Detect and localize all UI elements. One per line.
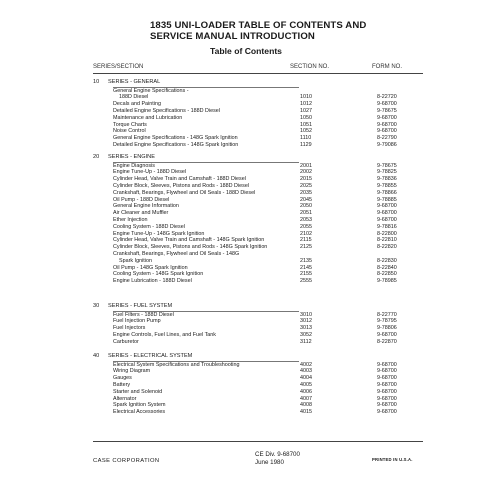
toc-row-section: 2555: [300, 278, 312, 285]
toc-row-label: Battery: [113, 381, 131, 388]
toc-row-label: Cylinder Block, Sleeves, Pistons and Rods - 148G Spark Ignition: [113, 244, 268, 251]
toc-row-section: 1010: [300, 94, 312, 101]
toc-row-section: 2115: [300, 237, 312, 244]
group-number: 30: [93, 303, 100, 309]
toc-row-label: General Engine Information: [113, 203, 179, 210]
toc-row-section: 2145: [300, 264, 312, 271]
group-number: 40: [93, 353, 100, 359]
toc-row-label: Carburetor: [113, 338, 139, 345]
toc-row-form: 9-78816: [377, 223, 397, 230]
column-header-series: SERIES/SECTION: [93, 64, 144, 70]
group-heading: [93, 154, 155, 160]
toc-row-form: 9-79086: [377, 141, 397, 148]
toc-row-form: 9-68700: [377, 368, 397, 375]
toc-row-form: 8-22790: [377, 135, 397, 142]
toc-row-form: 8-22800: [377, 230, 397, 237]
toc-row-form: 8-22720: [377, 94, 397, 101]
toc-row-form: 9-68700: [377, 388, 397, 395]
toc-row-form: 8-22850: [377, 271, 397, 278]
toc-row-label: Wiring Diagram: [113, 368, 151, 375]
toc-row-label: Fuel Injection Pump: [113, 318, 161, 325]
footer-ce-div: CE Div. 9-68700: [255, 451, 300, 458]
toc-row-section: 2102: [300, 230, 312, 237]
toc-row-form: 9-68700: [377, 409, 397, 416]
toc-row-section: 2001: [300, 162, 312, 169]
toc-row-form: 9-68700: [377, 381, 397, 388]
toc-row-section: 3012: [300, 318, 312, 325]
toc-row-form: 9-68700: [377, 216, 397, 223]
toc-row-label: Detailed Engine Specifications - 148G Spark Ignition: [113, 141, 239, 148]
toc-row-label: Ether Injection: [113, 216, 148, 223]
toc-row-label: Cooling System - 148G Spark Ignition: [113, 271, 204, 278]
toc-row-section: 2125: [300, 244, 312, 251]
toc-row: [0, 142, 492, 149]
toc-row-label: Engine Controls, Fuel Lines, and Fuel Tank: [113, 331, 216, 338]
toc-row-form: 8-22840: [377, 264, 397, 271]
toc-row-form: 9-78806: [377, 325, 397, 332]
toc-row-section: 1027: [300, 107, 312, 114]
toc-row-label: Alternator: [113, 395, 137, 402]
toc-row-section: 4003: [300, 368, 312, 375]
toc-row-label: Gauges: [113, 375, 132, 382]
toc-row-label: Engine Tune-Up - 148G Spark Ignition: [113, 230, 205, 237]
toc-row-section: 1110: [300, 135, 312, 142]
toc-row-section: 3013: [300, 325, 312, 332]
toc-row: [0, 409, 492, 416]
toc-row-label: Crankshaft, Bearings, Flywheel and Oil Seals - 188D Diesel: [113, 189, 256, 196]
toc-row-form: 8-22870: [377, 338, 397, 345]
header-rule: [93, 73, 423, 74]
footer-rule: [93, 441, 423, 442]
group-title: SERIES - GENERAL: [108, 79, 161, 85]
toc-row-label: Cylinder Head, Valve Train and Camshaft - 188D Diesel: [113, 176, 246, 183]
toc-row-label: Engine Tune-Up - 188D Diesel: [113, 169, 187, 176]
toc-row-section: 4002: [300, 361, 312, 368]
toc-row-label: Spark Ignition: [119, 257, 152, 264]
toc-row-label: General Engine Specifications -: [113, 87, 189, 94]
toc-row-label: Cylinder Block, Sleeves, Pistons and Rods - 188D Diesel: [113, 182, 250, 189]
group-title: SERIES - ELECTRICAL SYSTEM: [108, 353, 193, 359]
footer-company: CASE CORPORATION: [93, 458, 160, 464]
toc-row-form: 9-68700: [377, 402, 397, 409]
toc-row-label: Maintenance and Lubrication: [113, 114, 183, 121]
toc-row-section: 2035: [300, 189, 312, 196]
toc-row-form: 9-68700: [377, 331, 397, 338]
toc-row-label: Cylinder Head, Valve Train and Camshaft - 148G Spark Ignition: [113, 237, 265, 244]
toc-row-label: Engine Diagnosis: [113, 162, 155, 169]
group-title: SERIES - FUEL SYSTEM: [108, 303, 173, 309]
toc-row-section: 4005: [300, 381, 312, 388]
toc-row-form: 9-78885: [377, 196, 397, 203]
toc-row-section: 2051: [300, 210, 312, 217]
group-heading: [93, 79, 160, 85]
toc-row-form: 9-78866: [377, 189, 397, 196]
toc-row-form: 9-78795: [377, 318, 397, 325]
footer-printed: PRINTED IN U.S.A.: [372, 457, 413, 462]
toc-row-form: 8-22830: [377, 257, 397, 264]
toc-row-form: 9-68700: [377, 114, 397, 121]
toc-row-section: 4008: [300, 402, 312, 409]
footer-date: June 1980: [255, 459, 284, 466]
toc-row-form: 9-78985: [377, 278, 397, 285]
toc-row-form: 9-78836: [377, 176, 397, 183]
toc-row-label: Engine Lubrication - 188D Diesel: [113, 278, 192, 285]
toc-row-form: 9-68700: [377, 128, 397, 135]
column-header-section: SECTION NO.: [290, 64, 330, 70]
group-heading: [93, 303, 172, 309]
toc-row-label: Fuel Injectors: [113, 325, 146, 332]
toc-row-form: 9-68700: [377, 121, 397, 128]
toc-row-label: Fuel Filters - 188D Diesel: [113, 311, 174, 318]
toc-row-section: 1052: [300, 128, 312, 135]
toc-row-section: 1051: [300, 121, 312, 128]
toc-row-form: 8-22770: [377, 311, 397, 318]
toc-row-label: Detailed Engine Specifications - 188D Diesel: [113, 107, 220, 114]
toc-row-section: 2015: [300, 176, 312, 183]
toc-row: [0, 278, 492, 285]
toc-row-form: 9-68700: [377, 361, 397, 368]
toc-row-form: 9-68700: [377, 210, 397, 217]
toc-row-section: 2002: [300, 169, 312, 176]
toc-row-label: Oil Pump - 188D Diesel: [113, 196, 170, 203]
toc-row-label: Cooling System - 188D Diesel: [113, 223, 185, 230]
group-title: SERIES - ENGINE: [108, 154, 155, 160]
toc-row-section: 4006: [300, 388, 312, 395]
toc-row-label: Air Cleaner and Muffler: [113, 210, 169, 217]
group-number: 20: [93, 154, 100, 160]
toc-row-section: 2045: [300, 196, 312, 203]
toc-row-label: Crankshaft, Bearings, Flywheel and Oil Seals - 148G: [113, 250, 240, 257]
toc-row-form: 9-78675: [377, 107, 397, 114]
toc-row-label: Noise Control: [113, 128, 146, 135]
toc-row-label: 188D Diesel: [119, 94, 149, 101]
toc-row-form: 8-22820: [377, 244, 397, 251]
toc-row-section: 4015: [300, 409, 312, 416]
document-title: 1835 UNI-LOADER TABLE OF CONTENTS AND SERVICE MANUAL INTRODUCTION: [150, 20, 367, 42]
toc-row-form: 9-78825: [377, 169, 397, 176]
toc-row-label: Oil Pump - 148G Spark Ignition: [113, 264, 188, 271]
toc-row-section: 1050: [300, 114, 312, 121]
toc-row-form: 8-22810: [377, 237, 397, 244]
toc-row: [0, 339, 492, 346]
group-heading: [93, 353, 192, 359]
toc-row-section: 3052: [300, 331, 312, 338]
toc-row-section: 3010: [300, 311, 312, 318]
toc-row-section: 3112: [300, 338, 312, 345]
toc-row-form: 9-68700: [377, 101, 397, 108]
toc-row-form: 9-78675: [377, 162, 397, 169]
toc-row-label: Decals and Painting: [113, 101, 161, 108]
group-number: 10: [93, 79, 100, 85]
document-subtitle: Table of Contents: [210, 46, 282, 56]
toc-row-label: Electrical System Specifications and Troubleshooting: [113, 361, 240, 368]
toc-row-label: Starter and Solenoid: [113, 388, 163, 395]
toc-row-section: 2055: [300, 223, 312, 230]
toc-row-section: 2025: [300, 182, 312, 189]
toc-row-section: 2155: [300, 271, 312, 278]
toc-row-label: Spark Ignition System: [113, 402, 166, 409]
toc-row-label: Electrical Accessories: [113, 409, 166, 416]
toc-row-section: 2135: [300, 257, 312, 264]
toc-row-section: 2050: [300, 203, 312, 210]
column-header-form: FORM NO.: [372, 64, 402, 70]
toc-row-form: 9-68700: [377, 203, 397, 210]
toc-row-label: Torque Charts: [113, 121, 147, 128]
toc-row-section: 4004: [300, 375, 312, 382]
toc-row-label: General Engine Specifications - 148G Spark Ignition: [113, 135, 238, 142]
toc-row-section: 1012: [300, 101, 312, 108]
toc-row-form: 9-78855: [377, 182, 397, 189]
toc-row-form: 9-68700: [377, 395, 397, 402]
toc-row-section: 1129: [300, 141, 312, 148]
toc-row-section: 2053: [300, 216, 312, 223]
toc-row-form: 9-68700: [377, 375, 397, 382]
toc-row-section: 4007: [300, 395, 312, 402]
